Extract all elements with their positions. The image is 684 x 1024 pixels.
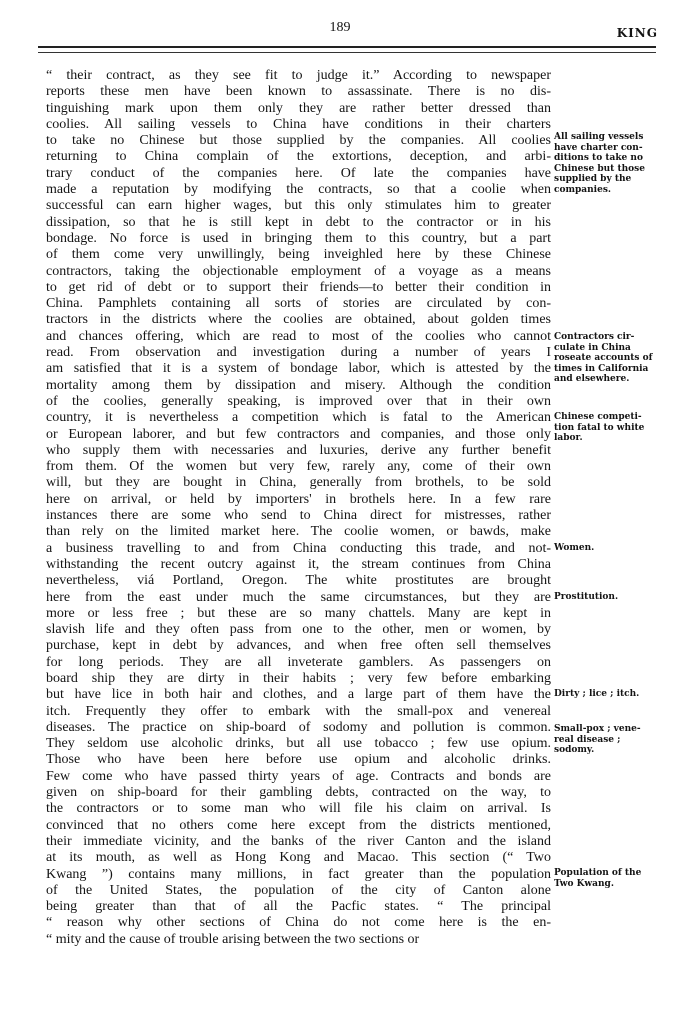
- body-line: here from the east under much the same circumstances, but they are: [46, 589, 551, 605]
- body-line: They seldom use alcoholic drinks, but all use tobacco ; few use opium.: [46, 736, 551, 752]
- sidenote: [554, 724, 662, 756]
- body-line: withstanding the recent outcry against it, the stream continues from China: [46, 556, 551, 572]
- body-line: of them come very unwillingly, being inveighled here by these Chinese: [46, 247, 551, 263]
- sidenote-line: Population of the: [554, 868, 642, 878]
- body-line: board ship they are dirty in their habits ; very few before embarking: [46, 670, 551, 686]
- body-text: [46, 68, 551, 948]
- body-line: but have lice in both hair and clothes, and a large part of them have the: [46, 687, 551, 703]
- body-line: mortality among them by dissipation and misery. Although the condition: [46, 377, 551, 393]
- body-line: of the United States, the population of the city of Canton alone: [46, 882, 551, 898]
- body-line: the contractors or to some man who will file his claim on arrival. Is: [46, 801, 551, 817]
- sidenote: [554, 412, 662, 444]
- sidenote: [554, 132, 662, 195]
- body-line: more or less free ; but these are so many chattels. Many are kept in: [46, 605, 551, 621]
- body-line: made a reputation by modifying the contracts, so that a coolie when: [46, 182, 551, 198]
- sidenote-line: Prostitution.: [554, 592, 619, 602]
- body-line: tinguishing mark upon them only they are rather better dressed than: [46, 100, 551, 116]
- body-line: itch. Frequently they offer to embark with the small-pox and venereal: [46, 703, 551, 719]
- body-line: successful can earn higher wages, but this only stimulates him to greater: [46, 198, 551, 214]
- sidenote-line: Dirty ; lice ; itch.: [554, 689, 640, 699]
- body-line: or European laborer, and but few contractors and companies, and those only: [46, 426, 551, 442]
- body-line: to get rid of debt or to support their friends—to better their condition in: [46, 279, 551, 295]
- body-line: of the coolies, generally speaking, is improved over that in their own: [46, 393, 551, 409]
- sidenote-line: labor.: [554, 433, 583, 443]
- sidenote-line: times in California: [554, 363, 649, 374]
- header-rule-thick: [38, 46, 656, 48]
- sidenote-line: ditions to take no: [554, 153, 643, 163]
- sidenote: [554, 868, 662, 889]
- body-line: Kwang ”) contains many millions, in fact greater than the population: [46, 866, 551, 882]
- body-line: Those who have been here before use opium and alcoholic drinks.: [46, 752, 551, 768]
- body-line: coolies. All sailing vessels to China have conditions in their charters: [46, 116, 551, 132]
- body-line: “ their contract, as they see fit to judge it.” According to newspaper: [46, 68, 551, 83]
- body-line: reports these men have been known to assassinate. There is no dis-: [46, 84, 551, 100]
- body-line: read. From observation and investigation during a number of years I: [46, 345, 551, 361]
- body-line: and chances offering, which are read to most of the coolies who cannot: [46, 328, 551, 344]
- body-line: dissipation, so that he is still kept in debt to the contractor or in his: [46, 214, 551, 230]
- body-line: for long periods. They are all inveterate gamblers. As passengers on: [46, 654, 551, 670]
- body-line: contractors, taking the objectionable employment of a voyage as a means: [46, 263, 551, 279]
- body-line: “ reason why other sections of China do not come here is the en-: [46, 915, 551, 931]
- page-number: 189: [329, 20, 351, 35]
- sidenote-line: tion fatal to white: [554, 422, 645, 433]
- body-line: China. Pamphlets containing all sorts of stories are circulated by con-: [46, 296, 551, 312]
- sidenote-line: sodomy.: [554, 745, 595, 755]
- body-line: will, but they are bought in China, generally from brothels, to be sold: [46, 475, 551, 491]
- header-rule-thin: [38, 52, 656, 53]
- sidenote: [554, 543, 662, 554]
- body-line: trary conduct of the companies here. Of late the companies have: [46, 165, 551, 181]
- body-line: who supply them with necessaries and luxuries, derive any further benefit: [46, 442, 551, 458]
- running-head: KING: [616, 26, 658, 40]
- body-line: convinced that no others come here except from the districts mentioned,: [46, 817, 551, 833]
- sidenote-line: have charter con-: [554, 142, 643, 153]
- sidenote-line: culate in China: [554, 342, 631, 353]
- body-line: to take no Chinese but those supplied by the companies. All coolies: [46, 133, 551, 149]
- body-line: a business travelling to and from China conducting this trade, and not-: [46, 540, 551, 556]
- body-line: diseases. The practice on ship-board of sodomy and pollution is common.: [46, 719, 551, 735]
- body-line: at its mouth, as well as Hong Kong and Macao. This section (“ Two: [46, 850, 551, 866]
- body-line: from them. Of the women but very few, rarely any, come of their own: [46, 459, 551, 475]
- sidenote-line: Chinese but those: [554, 163, 645, 174]
- body-line: returning to China complain of the extortions, deception, and arbi-: [46, 149, 551, 165]
- body-line: being greater than that of all the Pacfic states. “ The principal: [46, 899, 551, 915]
- sidenote-line: All sailing vessels: [554, 132, 644, 142]
- body-line: Few come who have passed thirty years of age. Contracts and bonds are: [46, 768, 551, 784]
- sidenote: [554, 332, 662, 385]
- sidenote-line: companies.: [554, 184, 612, 195]
- sidenote-line: Contractors cir-: [554, 332, 635, 342]
- body-line: than rely on the limited market here. The coolie women, or bawds, make: [46, 524, 551, 540]
- sidenote-line: and elsewhere.: [554, 374, 630, 384]
- sidenote-line: Chinese competi-: [554, 412, 642, 422]
- sidenote-line: Small-pox ; vene-: [554, 724, 641, 734]
- body-line: purchase, kept in debt by advances, and when free often sell themselves: [46, 638, 551, 654]
- body-line: instances there are some who send to China direct for mistresses, rather: [46, 508, 551, 524]
- sidenote-line: Two Kwang.: [554, 878, 614, 889]
- sidenote: [554, 592, 662, 603]
- sidenote-line: Women.: [554, 543, 595, 553]
- body-line: bondage. No force is used in bringing them to this country, but a part: [46, 230, 551, 246]
- sidenote-line: supplied by the: [554, 174, 632, 184]
- body-line: slavish life and they often pass from one to the other, men or women, by: [46, 622, 551, 638]
- sidenote-line: real disease ;: [554, 734, 621, 745]
- body-line: given on ship-board for their gambling debts, contracted on the way, to: [46, 785, 551, 801]
- sidenote: [554, 689, 662, 700]
- body-line: tractors in the districts where the coolies are obtained, about golden times: [46, 312, 551, 328]
- body-line: nevertheless, viá Portland, Oregon. The white prostitutes are brought: [46, 573, 551, 589]
- body-line: their immediate vicinity, and the banks of the river Canton and the island: [46, 833, 551, 849]
- body-line: am satisfied that it is a system of bondage labor, which is attested by the: [46, 361, 551, 377]
- body-line: country, it is nevertheless a competition which is fatal to the American: [46, 410, 551, 426]
- body-line: here on arrival, or held by importers' in brothels here. In a few rare: [46, 491, 551, 507]
- body-line: “ mity and the cause of trouble arising between the two sections or: [46, 931, 420, 947]
- sidenote-line: roseate accounts of: [554, 353, 653, 363]
